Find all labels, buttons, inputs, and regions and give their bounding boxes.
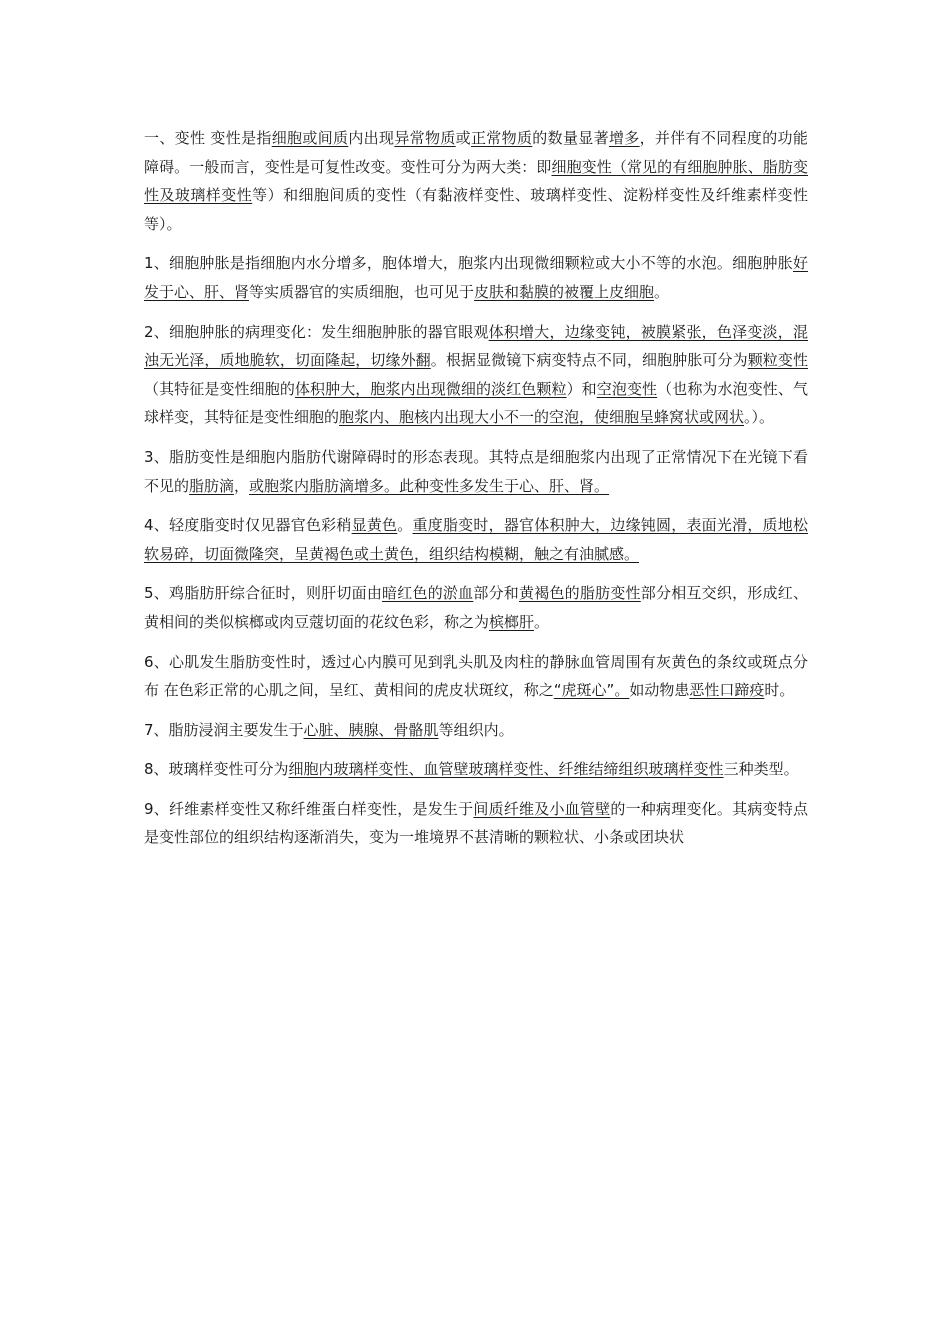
paragraph-1 bbox=[144, 124, 808, 238]
paragraph-7 bbox=[144, 648, 808, 705]
paragraph-4 bbox=[144, 443, 808, 500]
paragraph-10 bbox=[144, 795, 808, 852]
underlined-keyword: 显黄色 bbox=[351, 516, 398, 535]
text-run: 。 bbox=[654, 282, 670, 301]
underlined-keyword: 细胞或间质 bbox=[271, 129, 349, 147]
text-run: ）和 bbox=[566, 379, 597, 398]
underlined-keyword: 颗粒变性 bbox=[747, 351, 808, 370]
underlined-keyword: 胞浆内、胞核内出现大小不一的空泡，使细胞呈蜂窝状或网状 bbox=[339, 408, 745, 427]
underlined-keyword: 好发于心、肝、肾 bbox=[144, 254, 808, 301]
text-run: （其特征是变性细胞的 bbox=[144, 379, 295, 398]
text-run: 4、轻度脂变时仅见器官色彩稍 bbox=[144, 516, 352, 535]
text-run: 等实质器官的实质细胞，也可见于 bbox=[249, 282, 475, 301]
text-run: 如动物患 bbox=[629, 681, 690, 700]
paragraph-9 bbox=[144, 755, 808, 784]
text-run: 8、玻璃样变性可分为 bbox=[144, 760, 289, 779]
paragraph-5 bbox=[144, 511, 808, 568]
text-run: 内出现 bbox=[348, 129, 395, 147]
text-run: （也称为水泡变性、气球样变，其特征是变性细胞的 bbox=[144, 379, 808, 427]
underlined-keyword: 空泡变性 bbox=[596, 379, 658, 398]
text-run: ， bbox=[234, 476, 250, 495]
text-run: 9、纤维素样变性又称纤维蛋白样变性，是发生于 bbox=[144, 799, 474, 818]
paragraph-3 bbox=[144, 318, 808, 432]
text-run: 6、心肌发生脂肪变性时，透过心内膜可见到乳头肌及肉柱的静脉血管周围有灰黄色的条纹或斑点分布 在色彩正常的心肌之间，呈红、黄相间的虎皮状斑纹，称之 bbox=[144, 652, 808, 700]
underlined-keyword: 细胞内玻璃样变性、血管壁玻璃样变性、纤维结缔组织玻璃样变性 bbox=[288, 760, 724, 779]
text-run: 部分相互交织，形成红、黄相间的类似槟榔或肉豆蔻切面的花纹色彩，称之为 bbox=[144, 584, 808, 631]
underlined-keyword: 体积增大，边缘变钝，被膜紧张，色泽变淡，混浊无光泽，质地脆软，切面隆起，切缘外翻 bbox=[144, 322, 808, 370]
paragraph-6 bbox=[144, 579, 808, 636]
text-run: 。 bbox=[397, 516, 413, 535]
text-run: 部分和 bbox=[473, 584, 520, 603]
underlined-keyword: 体积肿大，胞浆内出现微细的淡红色颗粒 bbox=[294, 379, 567, 398]
text-run: 一、变性 变性是指 bbox=[144, 129, 272, 147]
text-run: 。 bbox=[534, 612, 550, 631]
underlined-keyword: 黄褐色的脂肪变性 bbox=[519, 584, 641, 603]
text-run: 。）。 bbox=[744, 408, 775, 427]
underlined-keyword: 皮肤和黏膜的被覆上皮细胞 bbox=[474, 282, 655, 301]
text-run: 1、细胞肿胀是指细胞内水分增多，胞体增大，胞浆内出现微细颗粒或大小不等的水泡。细胞肿胀 bbox=[144, 254, 793, 273]
underlined-keyword: 重度脂变时，器官体积肿大，边缘钝圆，表面光滑，质地松软易碎，切面微隆突，呈黄褐色或土黄色，组织结构模糊，触之有油腻感。 bbox=[144, 516, 808, 563]
text-run: 3、脂肪变性是细胞内脂肪代谢障碍时的形态表现。其特点是细胞浆内出现了正常情况下在光镜下看不见的 bbox=[144, 447, 808, 495]
text-run: 5、鸡脂肪肝综合征时，则肝切面由 bbox=[144, 584, 383, 603]
text-run: 的数量显著 bbox=[532, 129, 609, 147]
paragraph-8 bbox=[144, 716, 808, 745]
text-run: ，并伴有不同程度的功能障碍。一般而言，变性是可复性改变。变性可分为两大类：即 bbox=[144, 129, 808, 176]
underlined-keyword: 增多 bbox=[608, 129, 640, 147]
text-run: 7、脂肪浸润主要发生于 bbox=[144, 720, 304, 739]
text-run: 等组织内。 bbox=[438, 720, 514, 739]
text-run: 2、细胞肿胀的病理变化：发生细胞肿胀的器官眼观 bbox=[144, 322, 489, 341]
document-body bbox=[144, 124, 808, 863]
underlined-keyword: 细胞变性（常见的有细胞肿胀、脂肪变性及玻璃样变性 bbox=[144, 157, 808, 205]
underlined-keyword: 正常物质 bbox=[470, 129, 533, 147]
underlined-keyword: 心脏、胰腺、骨骼肌 bbox=[303, 720, 439, 739]
underlined-keyword: 间质纤维及小血管壁 bbox=[473, 799, 611, 818]
text-run: 三种类型。 bbox=[723, 760, 799, 779]
underlined-keyword: 恶性口蹄疫 bbox=[689, 681, 765, 700]
text-run: 。根据显微镜下病变特点不同，细胞肿胀可分为 bbox=[430, 351, 748, 370]
text-run: 等）和细胞间质的变性（有黏液样变性、玻璃样变性、淀粉样变性及纤维素样变性等）。 bbox=[144, 186, 808, 233]
underlined-keyword: 槟榔肝 bbox=[489, 612, 535, 631]
paragraph-2 bbox=[144, 249, 808, 306]
underlined-keyword: 或胞浆内脂肪滴增多。此种变性多发生于心、肝、肾。 bbox=[249, 476, 610, 495]
underlined-keyword: 脂肪滴 bbox=[189, 476, 235, 495]
underlined-keyword: “虎斑心”。 bbox=[553, 681, 630, 700]
text-run: 或 bbox=[455, 129, 471, 147]
text-run: 时。 bbox=[764, 681, 795, 700]
underlined-keyword: 异常物质 bbox=[394, 129, 456, 147]
underlined-keyword: 暗红色的淤血 bbox=[382, 584, 474, 603]
text-run: 的一种病理变化。其病变特点是变性部位的组织结构逐渐消失，变为一堆境界不甚清晰的颗粒状、小条或团块状 bbox=[144, 799, 808, 847]
